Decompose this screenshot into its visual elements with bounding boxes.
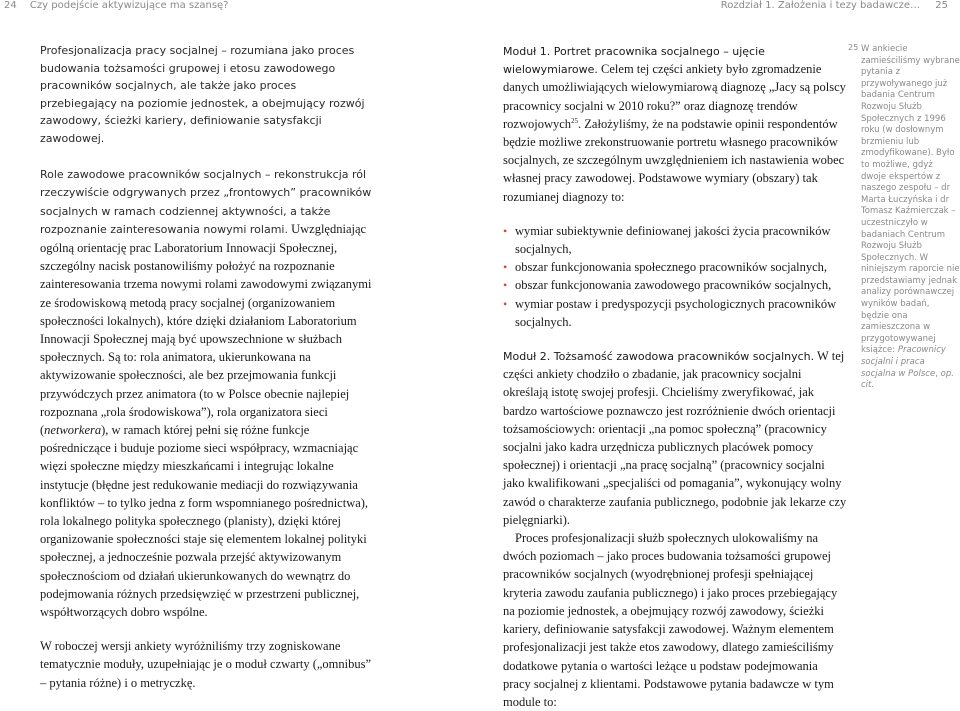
- left-running-header: [4, 0, 229, 14]
- bullet-icon: •: [503, 278, 508, 293]
- right-running-title: Rozdział 1. Założenia i tezy badawcze…: [720, 0, 921, 11]
- module2-heading: Moduł 2. Tożsamość zawodowa pracowników socjalnych.: [503, 350, 815, 364]
- middle-column: [503, 42, 848, 711]
- list-item: • obszar funkcjonowania społecznego pracowników socjalnych,: [503, 258, 848, 276]
- module2-text: W tej części ankiety chodziło o zbadanie, jak pracownicy socjalni określają istotę swojej profesji. Chcieliśmy zweryfikować, jak bardzo wartościowe poznawczo jest rozróżnienie dwóch orientacji tożsamościowych: orientacji „na pomoc społeczną” (pracownicy socjalni jako kadra urzędnicza publicznych placówek pomocy społecznej) i orientacji „na pracę socjalną” (pracownicy socjalni jako kwalifikowani „specjaliści od pomagania”, wykonujący wolny zawód o charakterze zaufania publicznego, podobnie jak lekarze czy pielęgniarki).: [503, 349, 847, 527]
- footnote: [850, 44, 960, 392]
- footnote-book-title: Pracownicy socjalni i praca socjalna w Polsce: [861, 345, 946, 379]
- roles-heading: Role zawodowe pracowników socjalnych: [40, 167, 262, 181]
- footnote-number: 25: [848, 43, 859, 52]
- diagnosis-dimensions-list: [503, 222, 848, 331]
- footnote-reference: 25: [571, 116, 579, 125]
- closing-paragraph: W roboczej wersji ankiety wyróżniliśmy trzy zogniskowane tematycznie moduły, uzupełniając je o moduł czwarty („omnibus” – pytania różne) i o metryczkę.: [40, 639, 372, 690]
- module2-paragraph-2: Proces profesjonalizacji służb społecznych ulokowaliśmy na dwóch poziomach – jako proces budowania tożsamości grupowej pracowników socjalnych (wyodrębnionej profesji spełniającej kryteria zawodu zaufania publicznego) i jako proces przebiegający na poziomie jednostek, a obejmujący rozwój zawodowy, ścieżki kariery, definiowanie satysfakcji zawodowej. Ważnym elementem profesjonalizacji jest także etos zawodowy, dlatego zamieściliśmy dodatkowe pytania o wartości leżące u podstaw podejmowania pracy socjalnej z klientami. Podstawowe pytania badawcze w tym module to:: [503, 531, 838, 709]
- module1-paragraph: [503, 42, 848, 206]
- right-page-number: 25: [935, 0, 948, 11]
- bullet-icon: •: [503, 260, 508, 275]
- module2-paragraph: [503, 347, 848, 529]
- list-item: • wymiar subiektywnie definiowanej jakości życia pracowników socjalnych,: [503, 223, 831, 257]
- list-item: • wymiar postaw i predyspozycji psychologicznych pracowników socjalnych.: [503, 296, 837, 329]
- right-running-header: [721, 0, 948, 14]
- module1-text-2: . Założyliśmy, że na podstawie opinii respondentów będzie możliwe zrekonstruowanie portretu własnego pracowników socjalnych, ze szczególnym uwzględnieniem ich nastawienia wobec własnej pracy zawodowej. Podstawowe wymiary (obszary) tak rozumianej diagnozy to:: [503, 116, 845, 204]
- bullet-icon: •: [503, 223, 508, 238]
- networkera-term: networkera: [44, 422, 102, 437]
- left-page-number: 24: [4, 0, 17, 11]
- footnote-opcit: op. cit.: [861, 368, 954, 391]
- roles-paragraph: [40, 165, 376, 622]
- left-column: [40, 42, 376, 692]
- roles-text-2: Uwzględniając ogólną orientację prac Laboratorium Innowacji Społecznej, szczególny nacisk postanowiliśmy położyć na rozpoznanie zainteresowania trzema nowymi rolami zawodowymi związanymi ze środowiskową metodą pracy socjalnej (organizowaniem społeczności lokalnych), które dzięki działaniom Laboratorium Innowacji Społecznej mają być upowszechnione w służbach społecznych. Są to: rola animatora, ukierunkowana na aktywizowanie społeczności, ale bez przejmowania funkcji przywódczych przez animatora (to w Polsce obecnie najlepiej rozpoznana „rola środowiskowa”), rola organizatora sieci (: [40, 222, 372, 437]
- footnote-column: [850, 44, 960, 392]
- roles-text-1: – rekonstrukcja ról rzeczywiście odgrywanych przez „frontowych” pracowników socjalnych w ramach codziennej aktywności, a także rozpoznanie zainteresowania nowymi rolami.: [40, 167, 372, 237]
- footnote-text-2: ,: [935, 368, 941, 379]
- roles-text-3: ), w ramach której pełni się różne funkcje pośredniczące i buduje poziome sieci współpracy, wzmacniając więzi społeczne między mieszkańcami i integrując lokalne instytucje (błędne jest redukowanie mediacji do rozwiązywania konfliktów – to tylko jedna z form wspomnianego pośrednictwa), rola lokalnego polityka społecznego (planisty), dzięki której organizowanie społeczności staje się elementem lokalnej polityki społecznej, a jednocześnie pozwala przejść aktywizowanym społecznościom od działań ukierunkowanych do wewnątrz do podejmowania różnych przedsięwzięć w przestrzeni publicznej, współtworzących dobro wspólne.: [40, 422, 369, 619]
- bullet-icon: •: [503, 296, 508, 311]
- module1-text-1: Celem tej części ankiety było zgromadzenie danych umożliwiających wielowymiarową diagnozę „Jacy są polscy pracownicy socjalni w 2010 roku?” oraz diagnozę trendów rozwojowych: [503, 62, 846, 131]
- left-running-title: Czy podejście aktywizujące ma szansę?: [29, 0, 229, 11]
- footnote-text-1: W ankiecie zamieściliśmy wybrane pytania z przywoływanego już badania Centrum Rozwoju Służb Społecznych z 1996 roku (w dosłownym brzmieniu lub zmodyfikowane). Było to możliwe, gdyż dwoje ekspertów z naszego zespołu – dr Marta Łuczyńska i dr Tomasz Kaźmierczak – uczestniczyło w badaniach Centrum Rozwoju Służb Społecznych. W niniejszym raporcie nie przedstawiamy jednak analizy porównawczej wyników badań, będzie ona zamieszczona w przygotowywanej książce:: [861, 44, 960, 356]
- intro-paragraph: Profesjonalizacja pracy socjalnej – rozumiana jako proces budowania tożsamości grupowej i etosu zawodowego pracowników socjalnych, ale także jako proces przebiegający na poziomie jednostek, a obejmujący rozwój zawodowy, ścieżki kariery, definiowanie satysfakcji zawodowej.: [40, 44, 365, 145]
- module1-heading: Moduł 1. Portret pracownika socjalnego – ujęcie wielowymiarowe.: [503, 45, 765, 77]
- list-item: • obszar funkcjonowania zawodowego pracowników socjalnych,: [503, 276, 848, 294]
